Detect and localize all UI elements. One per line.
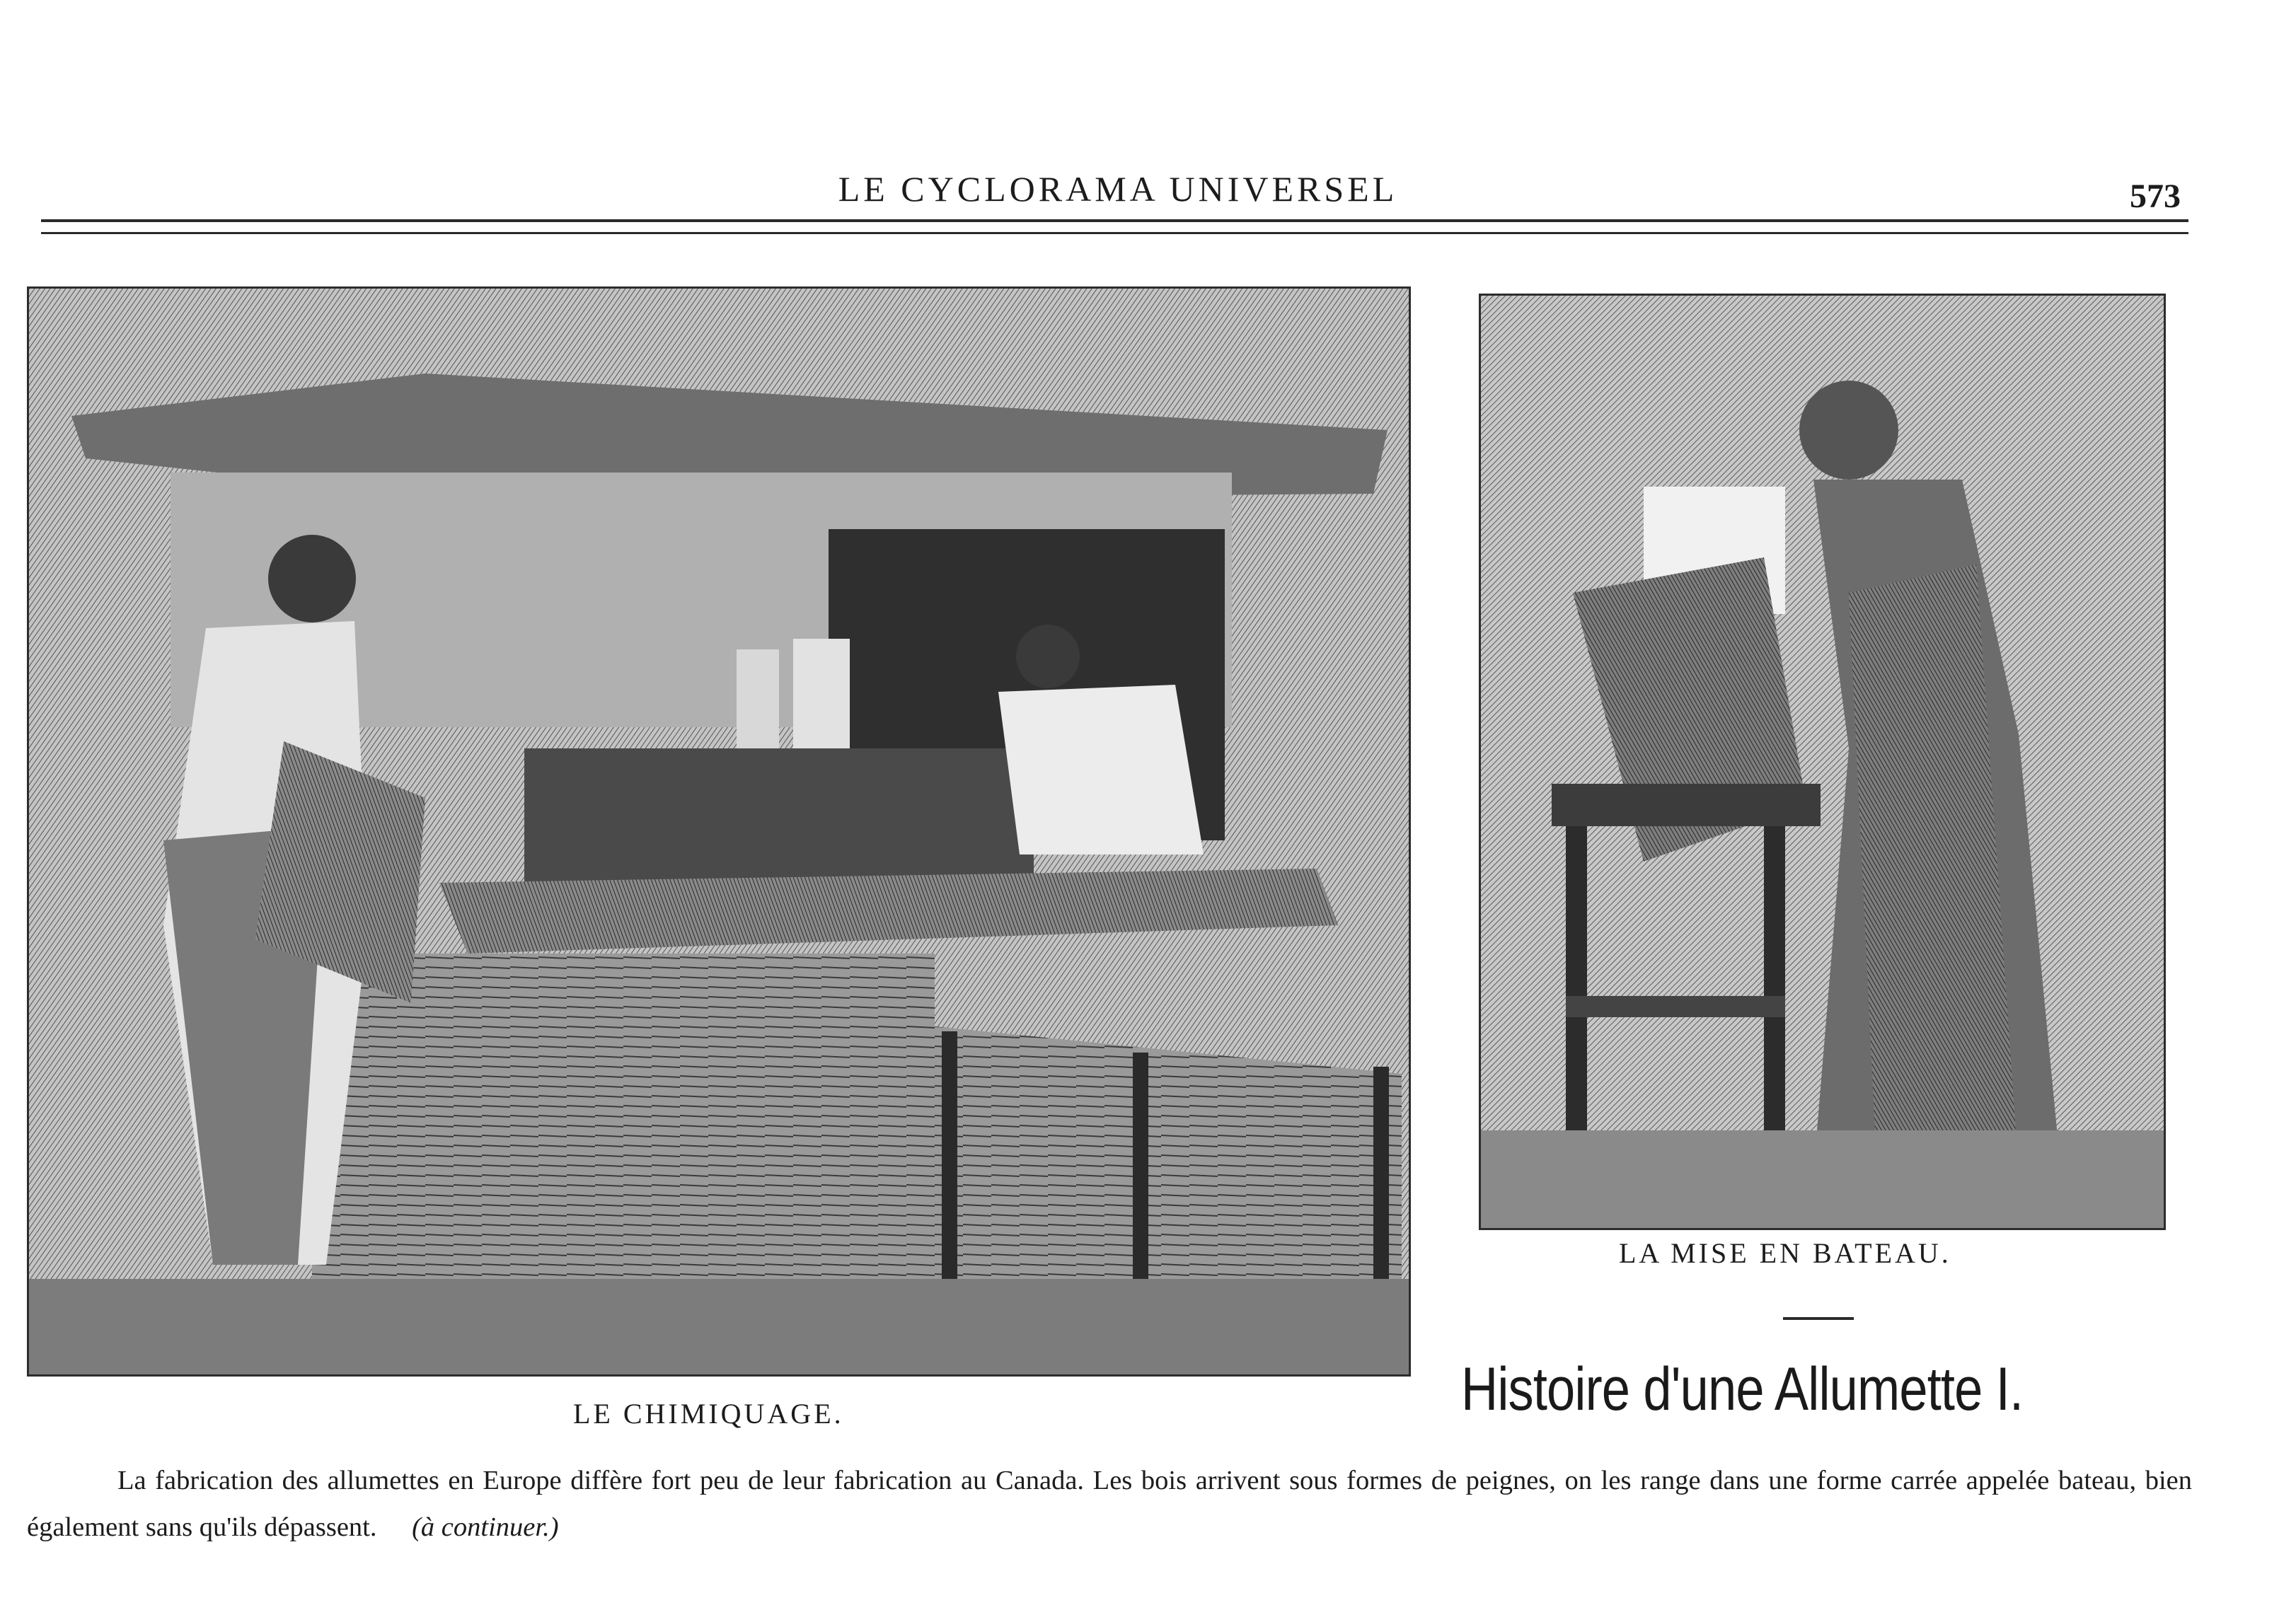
running-header-title: LE CYCLORAMA UNIVERSEL [838, 169, 1398, 209]
continuation-note: (à continuer.) [412, 1512, 559, 1542]
engraving-chimiquage [27, 286, 1411, 1377]
header-rule-bottom [41, 232, 2188, 234]
article-body-text: La fabrication des allumettes en Europe diffère fort peu de leur fabrication au Canada. Les bois arrivent sous formes de peignes, on les range dans une forme carrée appelée bateau, bien également sans qu'ils dépassent. [27, 1466, 2192, 1542]
article-title: Histoire d'une Allumette I. [1461, 1355, 2024, 1423]
header-rule-top [41, 219, 2188, 222]
article-body [27, 1457, 2192, 1551]
page-number: 573 [2130, 178, 2181, 215]
section-divider [1783, 1317, 1854, 1320]
engraving-mise-en-bateau [1479, 294, 2166, 1230]
figure-caption-left: LE CHIMIQUAGE. [573, 1398, 844, 1430]
figure-caption-right: LA MISE EN BATEAU. [1619, 1237, 1951, 1269]
